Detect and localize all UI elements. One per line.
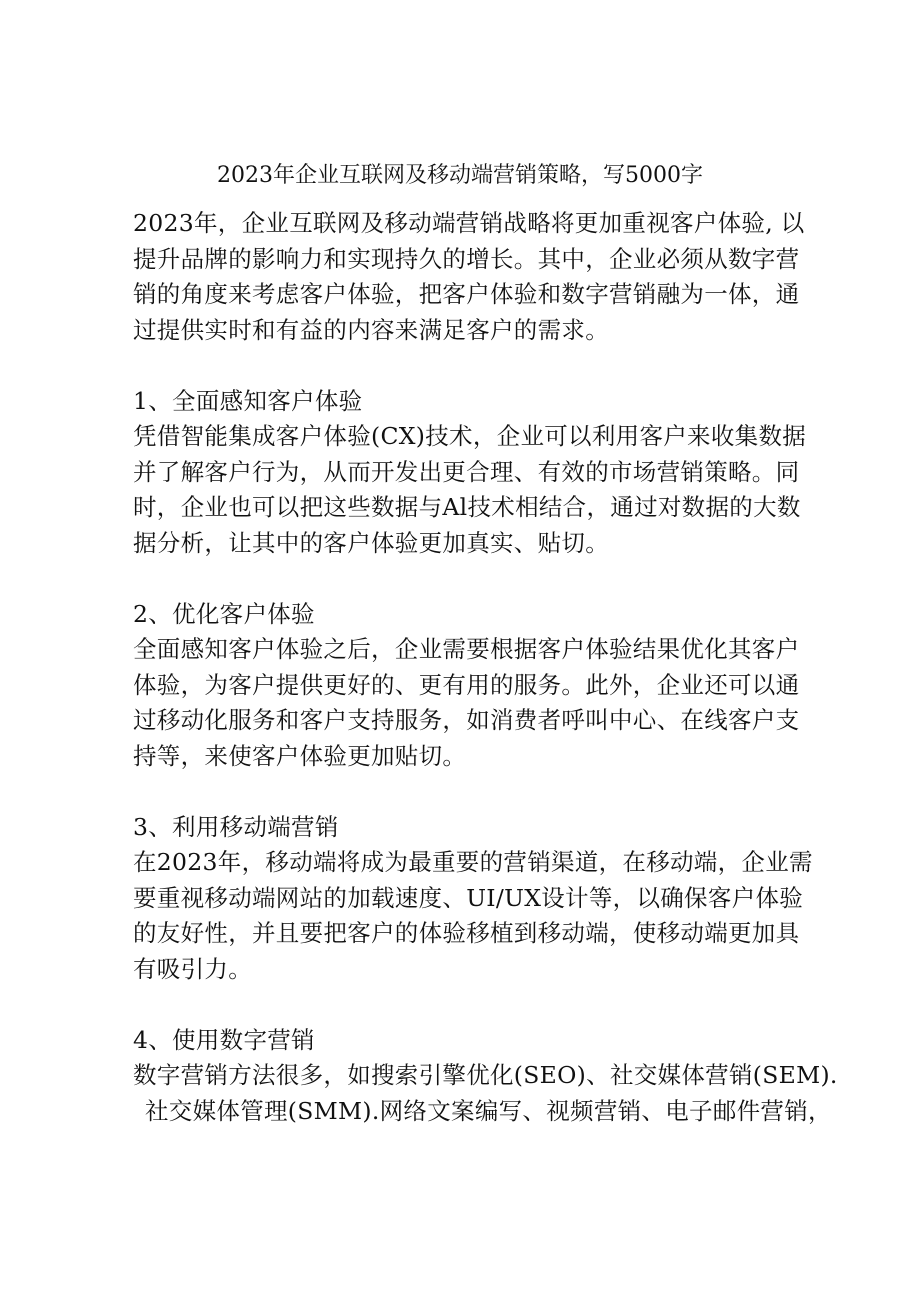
intro-line: 2023年，企业互联网及移动端营销战略将更加重视客户体验, 以 <box>133 209 805 237</box>
section-heading: 4、使用数字营销 <box>133 1025 315 1054</box>
section-line: 过移动化服务和客户支持服务，如消费者呼叫中心、在线客户支 <box>133 706 800 734</box>
section-line: 体验，为客户提供更好的、更有用的服务。此外，企业还可以通 <box>133 670 800 699</box>
document-body <box>133 206 838 1129</box>
section-line: 全面感知客户体验之后，企业需要根据客户体验结果优化其客户 <box>133 635 800 663</box>
section-line: 并了解客户行为，从而开发出更合理、有效的市场营销策略。同 <box>133 457 800 486</box>
section-heading: 1、全面感知客户体验 <box>133 386 363 415</box>
section-4 <box>133 1023 838 1130</box>
section-line: 据分析，让其中的客户体验更加真实、贴切。 <box>133 528 609 557</box>
intro-line: 销的角度来考虑客户体验，把客户体验和数字营销融为一体，通 <box>133 280 800 308</box>
paragraph-gap <box>133 561 813 597</box>
paragraph-gap <box>133 987 813 1023</box>
intro-paragraph <box>133 206 813 348</box>
section-line: 持等，来使客户体验更加贴切。 <box>133 741 467 770</box>
section-line: 数字营销方法很多，如搜索引擎优化(SEO)、社交媒体营销(SEM). <box>133 1061 838 1089</box>
section-1 <box>133 384 813 562</box>
section-line: 要重视移动端网站的加载速度、UI/UX设计等，以确保客户体验 <box>133 883 804 912</box>
section-line: 有吸引力。 <box>133 954 252 983</box>
section-line: 社交媒体管理(SMM).网络文案编写、视频营销、电子邮件营销， <box>145 1096 832 1125</box>
document-title: 2023年企业互联网及移动端营销策略，写5000字 <box>217 163 703 188</box>
section-line: 在2023年，移动端将成为最重要的营销渠道，在移动端，企业需 <box>133 848 813 876</box>
section-line: 的友好性，并且要把客户的体验移植到移动端，使移动端更加具 <box>133 919 800 947</box>
paragraph-gap <box>133 348 813 384</box>
intro-line: 过提供实时和有益的内容来满足客户的需求。 <box>133 315 609 344</box>
section-3 <box>133 810 813 988</box>
section-line: 时，企业也可以把这些数据与Al技术相结合，通过对数据的大数 <box>133 493 801 521</box>
intro-line: 提升品牌的影响力和实现持久的增长。其中，企业必须从数字营 <box>133 244 800 273</box>
section-2 <box>133 597 813 775</box>
paragraph-gap <box>133 774 813 810</box>
section-heading: 3、利用移动端营销 <box>133 812 339 841</box>
section-heading: 2、优化客户体验 <box>133 599 315 628</box>
section-line: 凭借智能集成客户体验(CX)技术，企业可以利用客户来收集数据 <box>133 422 807 450</box>
